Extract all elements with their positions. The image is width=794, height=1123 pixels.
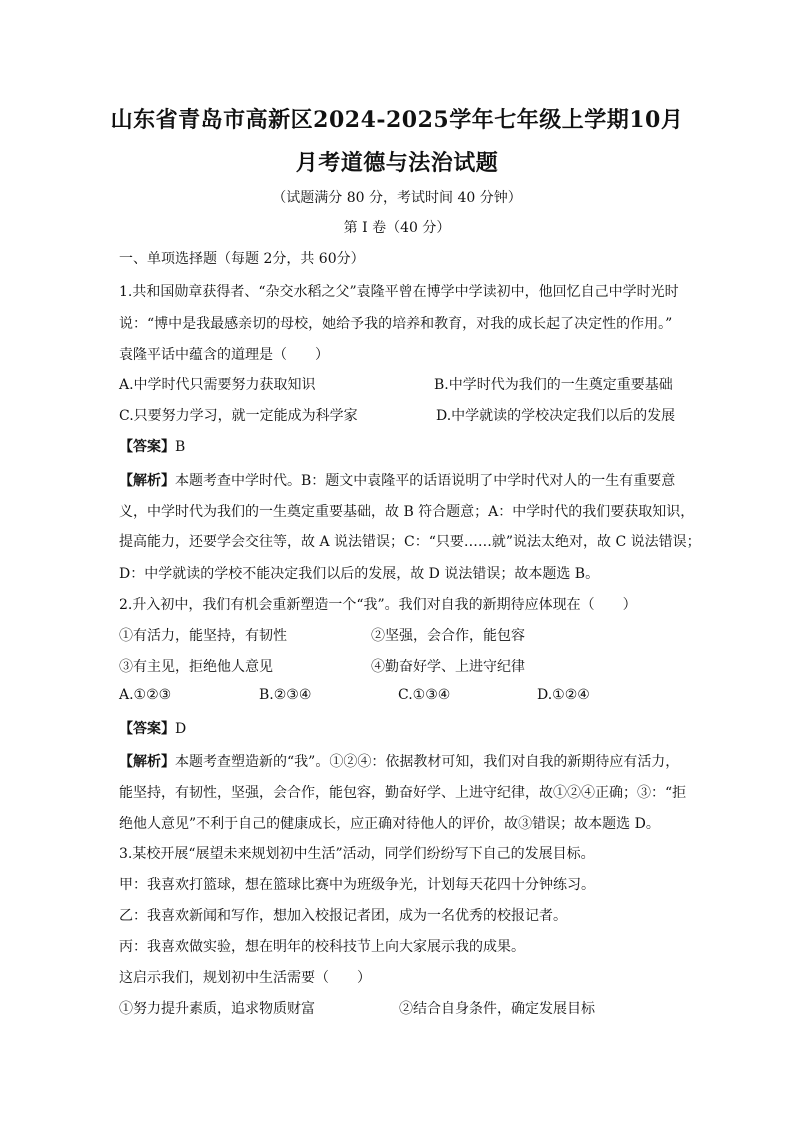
q1-analysis-line2: 义，中学时代为我们的一生奠定重要基础，故 B 符合题意；A：中学时代的我们要获取知识，: [119, 504, 695, 520]
q1-analysis-line1: [119, 470, 675, 490]
answer-label: 【答案】: [119, 439, 175, 455]
analysis-label: 【解析】: [119, 473, 175, 489]
q2-option-b: B.②③④: [259, 687, 312, 703]
q1-answer: [119, 436, 185, 456]
q1-stem-line3: 袁隆平话中蕴含的道理是（ ）: [119, 347, 329, 363]
q2-option-c: C.①③④: [398, 687, 451, 703]
answer-value: D: [175, 721, 187, 737]
q1-option-b: B.中学时代为我们的一生奠定重要基础: [434, 377, 673, 393]
q3-item-1: ①努力提升素质，追求物质财富: [119, 1001, 315, 1017]
q3-student-yi: 乙：我喜欢新闻和写作，想加入校报记者团，成为一名优秀的校报记者。: [119, 908, 567, 924]
q3-student-jia: 甲：我喜欢打篮球，想在篮球比赛中为班级争光，计划每天花四十分钟练习。: [119, 877, 595, 893]
q2-option-d: D.①②④: [537, 687, 590, 703]
analysis-label: 【解析】: [119, 754, 175, 770]
q2-item-4: ④勤奋好学、上进守纪律: [371, 659, 525, 675]
analysis-text: 本题考查塑造新的“我”。①②④：依据教材可知，我们对自我的新期待应有活力，: [175, 754, 680, 770]
q3-item-2: ②结合自身条件，确定发展目标: [399, 1001, 595, 1017]
volume-heading: 第 I 卷（40 分）: [343, 220, 451, 236]
q2-analysis-line3: 绝他人意见”不利于自己的健康成长，应正确对待他人的评价，故③错误；故本题选 D。: [119, 816, 660, 832]
analysis-text: 本题考查中学时代。B：题文中袁隆平的话语说明了中学时代对人的一生有重要意: [175, 473, 676, 489]
q2-item-2: ②坚强，会合作，能包容: [371, 628, 525, 644]
q2-item-1: ①有活力，能坚持，有韧性: [119, 628, 287, 644]
q2-analysis-line1: [119, 751, 679, 771]
exam-info: （试题满分 80 分，考试时间 40 分钟）: [272, 190, 522, 206]
q1-option-a: A.中学时代只需要努力获取知识: [119, 377, 316, 393]
answer-label: 【答案】: [119, 721, 175, 737]
q1-analysis-line4: D：中学就读的学校不能决定我们以后的发展，故 D 说法错误；故本题选 B。: [119, 566, 600, 582]
q1-option-d: D.中学就读的学校决定我们以后的发展: [436, 408, 676, 424]
exam-title-line2: 月考道德与法治试题: [295, 150, 499, 176]
q1-stem-line1: 1.共和国勋章获得者、“杂交水稻之父”袁隆平曾在博学中学读初中，他回忆自己中学时光时: [119, 284, 679, 300]
exam-title-line1: 山东省青岛市高新区2024-2025学年七年级上学期10月: [110, 107, 684, 133]
section-heading: 一、单项选择题（每题 2分，共 60分）: [119, 251, 365, 267]
q2-analysis-line2: 能坚持，有韧性，坚强，会合作，能包容，勤奋好学、上进守纪律，故①②④正确；③：“拒: [119, 785, 687, 801]
q3-student-bing: 丙：我喜欢做实验，想在明年的校科技节上向大家展示我的成果。: [119, 939, 525, 955]
answer-value: B: [175, 439, 186, 455]
q1-analysis-line3: 提高能力，还要学会交往等，故 A 说法错误；C：“只要……就”说法太绝对，故 C 说法错误；: [119, 534, 701, 550]
q3-question: 这启示我们，规划初中生活需要（ ）: [119, 970, 371, 986]
q2-stem: 2.升入初中，我们有机会重新塑造一个“我”。我们对自我的新期待应体现在（ ）: [119, 597, 637, 613]
q1-stem-line2: 说：“博中是我最感亲切的母校，她给予我的培养和教育，对我的成长起了决定性的作用。”: [119, 316, 673, 332]
q3-stem: 3.某校开展“展望未来规划初中生活”活动，同学们纷纷写下自己的发展目标。: [119, 846, 595, 862]
q1-option-c: C.只要努力学习，就一定能成为科学家: [119, 408, 358, 424]
q2-answer: [119, 718, 186, 738]
q2-item-3: ③有主见，拒绝他人意见: [119, 659, 273, 675]
q2-option-a: A.①②③: [119, 687, 172, 703]
